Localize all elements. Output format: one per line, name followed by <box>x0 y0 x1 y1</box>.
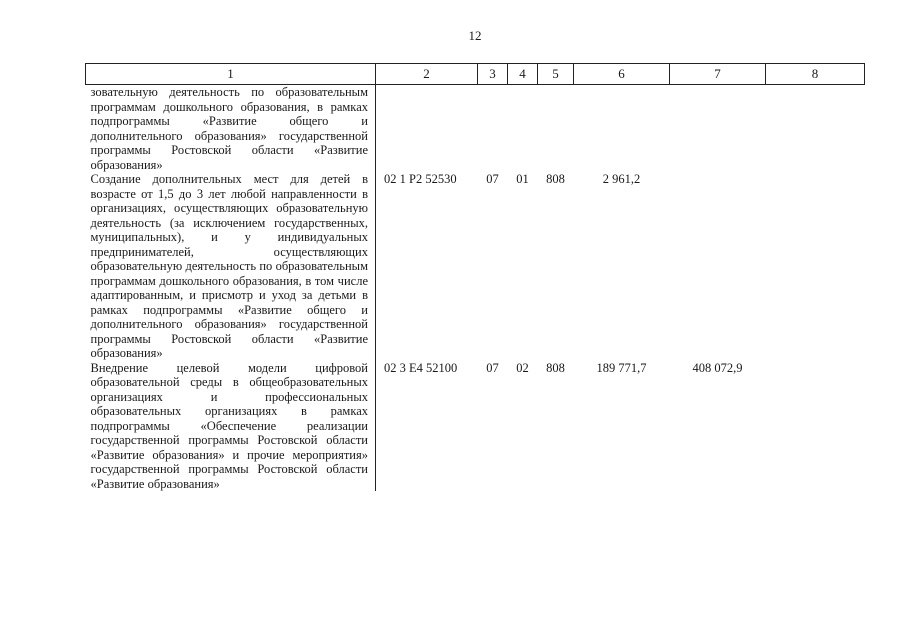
row-ministry: 808 <box>546 360 565 375</box>
column-header-6: 6 <box>574 64 670 85</box>
row-amount-7 <box>670 172 766 361</box>
row-subsection <box>508 85 538 173</box>
table-row <box>86 85 865 173</box>
row-amount-8 <box>766 172 865 361</box>
header-row <box>86 64 865 85</box>
row-ministry <box>538 85 574 173</box>
row-amount-6: 189 771,7 <box>596 360 647 375</box>
row-amount-7 <box>670 85 766 173</box>
row-amount-6 <box>574 85 670 173</box>
row-description: Создание дополнительных мест для детей в возрасте от 1,5 до 3 лет любой направленности в организациях, осуществляющих образовательную деятельность (за исключением государственных, муниципальных), и у индивидуальных предпринимателей, осуществляющих образовательную деятельность по образовательным программам дошкольного образования, в том числе адаптированным, и присмотр и уход за детьми в рамках подпрограммы «Развитие общего и дополнительного образования» государственной программы Ростовской области «Развитие образования» <box>86 172 376 361</box>
table-row <box>86 172 865 361</box>
row-description: зовательную деятельность по образовательным программам дошкольного образования, в рамках подпрограммы «Развитие общего и дополнительного образования» государственной программы Ростовской области «Развитие образования» <box>86 85 376 173</box>
row-target-code: 02 3 E4 52100 <box>384 360 458 375</box>
row-subsection: 02 <box>516 360 529 375</box>
row-amount-6: 2 961,2 <box>602 172 641 186</box>
table-row <box>86 361 865 492</box>
row-description: Внедрение целевой модели цифровой образовательной среды в общеобразовательных организациях и профессиональных образовательных организациях в рамках подпрограммы «Обеспечение реализации государственной программы Ростовской области «Развитие образования» и прочие мероприятия» государственной программы Ростовской области «Развитие образования» <box>86 361 376 492</box>
column-header-3: 3 <box>478 64 508 85</box>
column-header-5: 5 <box>538 64 574 85</box>
page-number: 12 <box>468 28 482 43</box>
row-amount-7: 408 072,9 <box>692 360 743 375</box>
row-section: 07 <box>486 172 499 186</box>
column-header-4: 4 <box>508 64 538 85</box>
column-header-7: 7 <box>670 64 766 85</box>
row-target-code <box>376 85 478 173</box>
table-body <box>86 85 865 492</box>
table-header <box>86 64 865 85</box>
row-ministry: 808 <box>546 172 565 186</box>
column-header-2: 2 <box>376 64 478 85</box>
row-section <box>478 85 508 173</box>
row-subsection: 01 <box>516 172 529 186</box>
row-amount-8 <box>766 361 865 492</box>
row-amount-8 <box>766 85 865 173</box>
row-section: 07 <box>486 360 499 375</box>
column-header-1: 1 <box>86 64 376 85</box>
row-target-code: 02 1 P2 52530 <box>384 172 457 186</box>
column-header-8: 8 <box>766 64 865 85</box>
budget-table <box>85 63 865 491</box>
